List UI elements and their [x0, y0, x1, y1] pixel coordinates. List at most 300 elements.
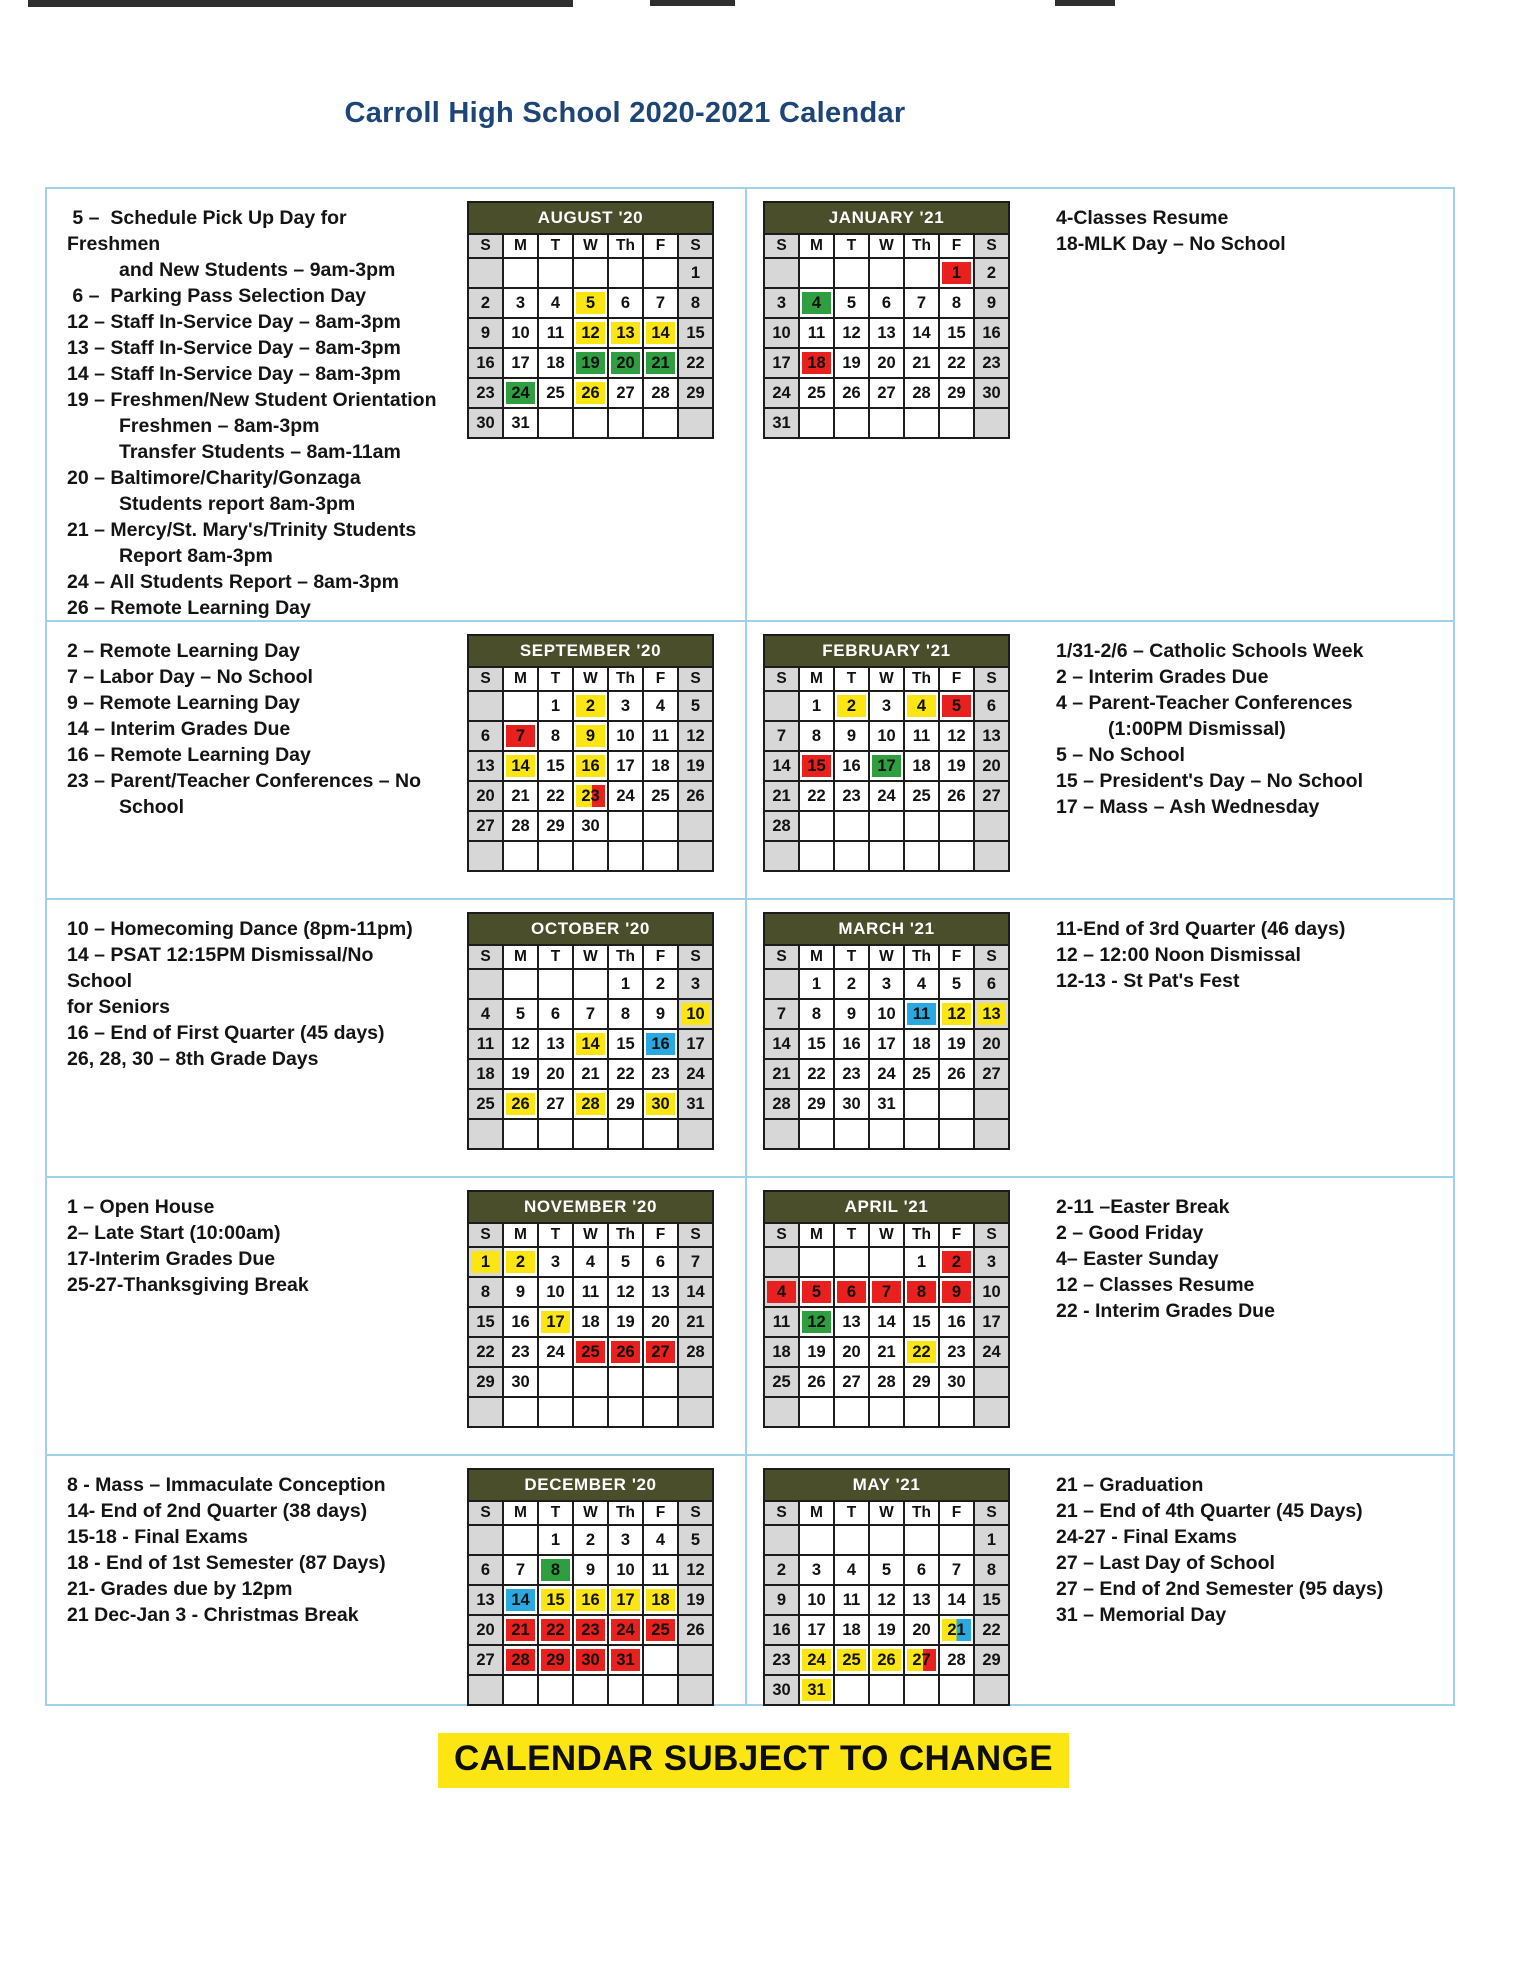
weekday-header: S [764, 234, 799, 258]
day-cell [869, 1397, 904, 1427]
note-line: 19 – Freshmen/New Student Orientation [67, 389, 437, 411]
notes-right [1042, 900, 1453, 1176]
day-cell: 27 [974, 1059, 1009, 1089]
day-cell: 14 [764, 751, 799, 781]
day-cell: 28 [643, 378, 678, 408]
day-cell: 10 [608, 721, 643, 751]
note-line: 1 – Open House [67, 1196, 215, 1218]
weekday-header: F [939, 667, 974, 691]
note-line: 10 – Homecoming Dance (8pm-11pm) [67, 918, 413, 940]
note-line: (1:00PM Dismissal) [1108, 718, 1286, 740]
day-cell [538, 1615, 573, 1645]
day-cell [904, 258, 939, 288]
day-cell [869, 1525, 904, 1555]
day-cell [678, 841, 713, 871]
day-cell [503, 751, 538, 781]
day-cell [573, 348, 608, 378]
day-cell: 6 [974, 691, 1009, 721]
day-cell: 6 [608, 288, 643, 318]
day-cell: 30 [939, 1367, 974, 1397]
calendar-column-right [747, 189, 1042, 620]
day-cell: 19 [799, 1337, 834, 1367]
day-cell [538, 1555, 573, 1585]
day-cell [939, 1397, 974, 1427]
day-cell [939, 1277, 974, 1307]
weekday-header: Th [608, 1501, 643, 1525]
notes-left [47, 189, 447, 620]
day-cell: 5 [678, 1525, 713, 1555]
weekday-header: W [573, 1223, 608, 1247]
day-cell: 28 [904, 378, 939, 408]
note-line: 5 – Schedule Pick Up Day for Freshmen [67, 207, 347, 255]
day-cell [939, 1089, 974, 1119]
day-cell [869, 1247, 904, 1277]
highlighted-day: 23 [576, 1619, 605, 1641]
day-cell: 22 [538, 781, 573, 811]
day-cell: 13 [643, 1277, 678, 1307]
day-cell: 31 [764, 408, 799, 438]
day-cell: 6 [538, 999, 573, 1029]
day-cell [468, 1525, 503, 1555]
highlighted-day: 2 [506, 1251, 535, 1273]
day-cell [764, 1397, 799, 1427]
day-cell [468, 841, 503, 871]
day-cell: 1 [904, 1247, 939, 1277]
weekday-header: F [939, 945, 974, 969]
weekday-header: Th [608, 667, 643, 691]
weekday-header: S [764, 667, 799, 691]
day-cell: 30 [834, 1089, 869, 1119]
day-cell: 18 [904, 1029, 939, 1059]
weekday-header: W [573, 667, 608, 691]
day-cell: 12 [678, 721, 713, 751]
day-cell [643, 1397, 678, 1427]
highlighted-day: 11 [907, 1003, 936, 1025]
day-cell: 1 [538, 1525, 573, 1555]
day-cell [834, 1525, 869, 1555]
day-cell: 18 [904, 751, 939, 781]
day-cell: 31 [869, 1089, 904, 1119]
day-cell: 6 [904, 1555, 939, 1585]
month-calendar-february-21 [763, 634, 1010, 872]
highlighted-day: 5 [802, 1281, 831, 1303]
calendar-column-right [747, 1456, 1042, 1704]
day-cell [573, 318, 608, 348]
highlighted-day: 16 [576, 755, 605, 777]
note-line: 21 – End of 4th Quarter (45 Days) [1056, 1500, 1363, 1522]
day-cell [904, 408, 939, 438]
day-cell: 8 [468, 1277, 503, 1307]
weekday-header: M [503, 1501, 538, 1525]
calendar-grid [45, 187, 1455, 1706]
day-cell: 8 [538, 721, 573, 751]
day-cell [799, 811, 834, 841]
day-cell: 13 [468, 751, 503, 781]
notes-right [1042, 622, 1453, 898]
weekday-header: F [939, 1501, 974, 1525]
day-cell: 28 [764, 1089, 799, 1119]
day-cell [643, 1367, 678, 1397]
highlighted-day: 21 [506, 1619, 535, 1641]
day-cell [608, 811, 643, 841]
note-line: 11-End of 3rd Quarter (46 days) [1056, 918, 1346, 940]
day-cell: 18 [764, 1337, 799, 1367]
day-cell [608, 1397, 643, 1427]
day-cell: 11 [764, 1307, 799, 1337]
day-cell [834, 1119, 869, 1149]
day-cell: 21 [869, 1337, 904, 1367]
day-cell: 23 [503, 1337, 538, 1367]
month-calendar-november-20 [467, 1190, 714, 1428]
highlighted-day: 21 [646, 352, 675, 374]
note-line: 13 – Staff In-Service Day – 8am-3pm [67, 337, 401, 359]
day-cell [503, 1645, 538, 1675]
highlighted-day: 27 [907, 1649, 936, 1671]
weekday-header: W [869, 234, 904, 258]
day-cell [468, 1675, 503, 1705]
day-cell [573, 1675, 608, 1705]
day-cell [468, 1119, 503, 1149]
day-cell: 10 [974, 1277, 1009, 1307]
month-title: AUGUST '20 [468, 202, 713, 234]
weekday-header: W [869, 1501, 904, 1525]
note-line: 2-11 –Easter Break [1056, 1196, 1230, 1218]
day-cell [678, 1675, 713, 1705]
note-line: 2 – Good Friday [1056, 1222, 1204, 1244]
day-cell: 8 [799, 721, 834, 751]
highlighted-day: 7 [872, 1281, 901, 1303]
day-cell: 11 [573, 1277, 608, 1307]
weekday-header: W [573, 1501, 608, 1525]
weekday-header: T [538, 945, 573, 969]
day-cell [834, 1675, 869, 1705]
month-title: SEPTEMBER '20 [468, 635, 713, 667]
day-cell [678, 408, 713, 438]
day-cell: 18 [538, 348, 573, 378]
day-cell: 27 [468, 811, 503, 841]
note-line: 17-Interim Grades Due [67, 1248, 276, 1270]
notes-left [47, 622, 447, 898]
note-line: 6 – Parking Pass Selection Day [67, 285, 367, 307]
day-cell: 20 [468, 781, 503, 811]
page-title: Carroll High School 2020-2021 Calendar [344, 97, 906, 129]
day-cell [764, 841, 799, 871]
day-cell [643, 1337, 678, 1367]
day-cell: 15 [799, 1029, 834, 1059]
day-cell: 5 [608, 1247, 643, 1277]
day-cell: 2 [764, 1555, 799, 1585]
day-cell [974, 1089, 1009, 1119]
day-cell [834, 691, 869, 721]
note-line: 2– Late Start (10:00am) [67, 1222, 281, 1244]
highlighted-day: 2 [576, 695, 605, 717]
weekday-header: T [834, 945, 869, 969]
day-cell: 3 [869, 691, 904, 721]
day-cell: 9 [974, 288, 1009, 318]
day-cell: 23 [643, 1059, 678, 1089]
day-cell: 9 [643, 999, 678, 1029]
day-cell [904, 1397, 939, 1427]
day-cell [678, 1119, 713, 1149]
calendar-column-left [447, 1456, 747, 1704]
weekday-header: S [468, 667, 503, 691]
day-cell [678, 999, 713, 1029]
day-cell [904, 691, 939, 721]
day-cell: 13 [974, 721, 1009, 751]
note-line: 5 – No School [1056, 744, 1185, 766]
day-cell: 28 [764, 811, 799, 841]
day-cell [538, 1397, 573, 1427]
day-cell: 28 [678, 1337, 713, 1367]
weekday-header: M [503, 234, 538, 258]
day-cell: 1 [799, 969, 834, 999]
day-cell [974, 1675, 1009, 1705]
day-cell: 24 [869, 1059, 904, 1089]
calendar-row [47, 189, 1453, 622]
day-cell: 19 [939, 1029, 974, 1059]
day-cell: 16 [939, 1307, 974, 1337]
highlighted-day: 15 [802, 755, 831, 777]
highlighted-day: 12 [802, 1311, 831, 1333]
day-cell [573, 781, 608, 811]
day-cell: 16 [503, 1307, 538, 1337]
month-title: MAY '21 [764, 1469, 1009, 1501]
weekday-header: F [643, 1223, 678, 1247]
day-cell: 22 [939, 348, 974, 378]
day-cell: 3 [608, 1525, 643, 1555]
day-cell: 16 [974, 318, 1009, 348]
highlighted-day: 7 [506, 725, 535, 747]
day-cell [678, 811, 713, 841]
day-cell: 23 [764, 1645, 799, 1675]
day-cell: 22 [468, 1337, 503, 1367]
day-cell: 2 [573, 1525, 608, 1555]
day-cell: 23 [939, 1337, 974, 1367]
day-cell: 24 [764, 378, 799, 408]
day-cell [904, 1277, 939, 1307]
highlighted-day: 27 [646, 1341, 675, 1363]
day-cell: 4 [834, 1555, 869, 1585]
day-cell: 3 [608, 691, 643, 721]
highlighted-day: 5 [942, 695, 971, 717]
month-title: NOVEMBER '20 [468, 1191, 713, 1223]
day-cell: 6 [974, 969, 1009, 999]
day-cell: 27 [538, 1089, 573, 1119]
day-cell: 21 [573, 1059, 608, 1089]
note-line: 20 – Baltimore/Charity/Gonzaga [67, 467, 361, 489]
day-cell: 6 [643, 1247, 678, 1277]
note-line: 17 – Mass – Ash Wednesday [1056, 796, 1320, 818]
day-cell: 16 [834, 751, 869, 781]
day-cell [869, 1119, 904, 1149]
day-cell: 9 [468, 318, 503, 348]
day-cell: 25 [643, 781, 678, 811]
day-cell [974, 811, 1009, 841]
day-cell: 15 [974, 1585, 1009, 1615]
day-cell: 30 [503, 1367, 538, 1397]
day-cell: 20 [974, 1029, 1009, 1059]
day-cell: 23 [834, 781, 869, 811]
weekday-header: T [834, 234, 869, 258]
day-cell: 20 [643, 1307, 678, 1337]
day-cell: 7 [939, 1555, 974, 1585]
day-cell: 11 [643, 1555, 678, 1585]
day-cell [834, 811, 869, 841]
highlighted-day: 10 [681, 1003, 710, 1025]
day-cell [608, 1615, 643, 1645]
day-cell: 28 [503, 811, 538, 841]
month-calendar-october-20 [467, 912, 714, 1150]
day-cell [869, 258, 904, 288]
day-cell: 26 [678, 1615, 713, 1645]
day-cell: 25 [468, 1089, 503, 1119]
highlighted-day: 18 [802, 352, 831, 374]
day-cell [904, 1337, 939, 1367]
day-cell: 30 [974, 378, 1009, 408]
day-cell [764, 969, 799, 999]
notes-left [47, 900, 447, 1176]
day-cell: 19 [678, 751, 713, 781]
day-cell: 11 [538, 318, 573, 348]
day-cell: 10 [869, 999, 904, 1029]
weekday-header: Th [608, 945, 643, 969]
day-cell [468, 1247, 503, 1277]
day-cell [573, 691, 608, 721]
highlighted-day: 4 [767, 1281, 796, 1303]
day-cell [939, 1675, 974, 1705]
weekday-header: M [799, 1501, 834, 1525]
day-cell [573, 258, 608, 288]
day-cell: 18 [573, 1307, 608, 1337]
day-cell [538, 969, 573, 999]
day-cell [503, 841, 538, 871]
day-cell [643, 348, 678, 378]
day-cell [643, 318, 678, 348]
highlighted-day: 4 [802, 292, 831, 314]
calendar-row [47, 622, 1453, 900]
day-cell: 13 [869, 318, 904, 348]
day-cell: 5 [869, 1555, 904, 1585]
highlighted-day: 16 [646, 1033, 675, 1055]
day-cell: 9 [764, 1585, 799, 1615]
highlighted-day: 15 [541, 1589, 570, 1611]
note-line: 27 – End of 2nd Semester (95 days) [1056, 1578, 1384, 1600]
day-cell [799, 1277, 834, 1307]
day-cell: 29 [904, 1367, 939, 1397]
day-cell [468, 691, 503, 721]
day-cell: 29 [939, 378, 974, 408]
weekday-header: S [764, 1501, 799, 1525]
day-cell: 18 [643, 751, 678, 781]
day-cell: 4 [643, 1525, 678, 1555]
weekday-header: T [538, 234, 573, 258]
note-line: 16 – Remote Learning Day [67, 744, 311, 766]
highlighted-day: 26 [506, 1093, 535, 1115]
day-cell [503, 721, 538, 751]
day-cell: 4 [904, 969, 939, 999]
day-cell: 12 [939, 721, 974, 751]
note-line: Report 8am-3pm [119, 545, 273, 567]
calendar-row [47, 1178, 1453, 1456]
month-calendar-january-21 [763, 201, 1010, 439]
weekday-header: T [834, 1223, 869, 1247]
day-cell: 12 [608, 1277, 643, 1307]
weekday-header: F [939, 1223, 974, 1247]
day-cell: 21 [764, 781, 799, 811]
day-cell [643, 408, 678, 438]
day-cell: 10 [608, 1555, 643, 1585]
highlighted-day: 12 [942, 1003, 971, 1025]
note-line: 9 – Remote Learning Day [67, 692, 300, 714]
calendar-column-left [447, 1178, 747, 1454]
day-cell [573, 1029, 608, 1059]
day-cell: 20 [974, 751, 1009, 781]
day-cell: 7 [573, 999, 608, 1029]
note-line: 23 – Parent/Teacher Conferences – No [67, 770, 422, 792]
day-cell: 23 [468, 378, 503, 408]
day-cell [608, 348, 643, 378]
calendar-column-right [747, 1178, 1042, 1454]
day-cell [573, 1119, 608, 1149]
day-cell [799, 258, 834, 288]
day-cell: 16 [468, 348, 503, 378]
day-cell: 15 [939, 318, 974, 348]
day-cell: 29 [608, 1089, 643, 1119]
day-cell [939, 999, 974, 1029]
weekday-header: Th [904, 945, 939, 969]
highlighted-day: 17 [872, 755, 901, 777]
day-cell: 12 [834, 318, 869, 348]
highlighted-day: 23 [576, 785, 605, 807]
day-cell: 20 [468, 1615, 503, 1645]
day-cell: 5 [503, 999, 538, 1029]
day-cell [643, 258, 678, 288]
day-cell [974, 841, 1009, 871]
highlighted-day: 14 [646, 322, 675, 344]
day-cell [764, 1277, 799, 1307]
note-line: 21 Dec-Jan 3 - Christmas Break [67, 1604, 359, 1626]
note-line: 24 – All Students Report – 8am-3pm [67, 571, 399, 593]
day-cell [503, 691, 538, 721]
day-cell: 29 [538, 811, 573, 841]
highlighted-day: 17 [611, 1589, 640, 1611]
note-line: Transfer Students – 8am-11am [119, 441, 401, 463]
weekday-header: F [643, 234, 678, 258]
notes-left [47, 1178, 447, 1454]
day-cell [799, 288, 834, 318]
highlighted-day: 4 [907, 695, 936, 717]
day-cell: 9 [834, 999, 869, 1029]
weekday-header: S [468, 1501, 503, 1525]
weekday-header: M [503, 1223, 538, 1247]
day-cell [538, 1675, 573, 1705]
day-cell: 15 [678, 318, 713, 348]
day-cell: 19 [834, 348, 869, 378]
day-cell: 26 [834, 378, 869, 408]
note-line: 15-18 - Final Exams [67, 1526, 249, 1548]
weekday-header: W [869, 1223, 904, 1247]
day-cell: 1 [538, 691, 573, 721]
day-cell [608, 1645, 643, 1675]
weekday-header: Th [904, 234, 939, 258]
calendar-column-right [747, 622, 1042, 898]
weekday-header: S [678, 234, 713, 258]
day-cell: 18 [834, 1615, 869, 1645]
day-cell [503, 1615, 538, 1645]
weekday-header: F [643, 667, 678, 691]
day-cell: 14 [904, 318, 939, 348]
weekday-header: S [974, 1501, 1009, 1525]
